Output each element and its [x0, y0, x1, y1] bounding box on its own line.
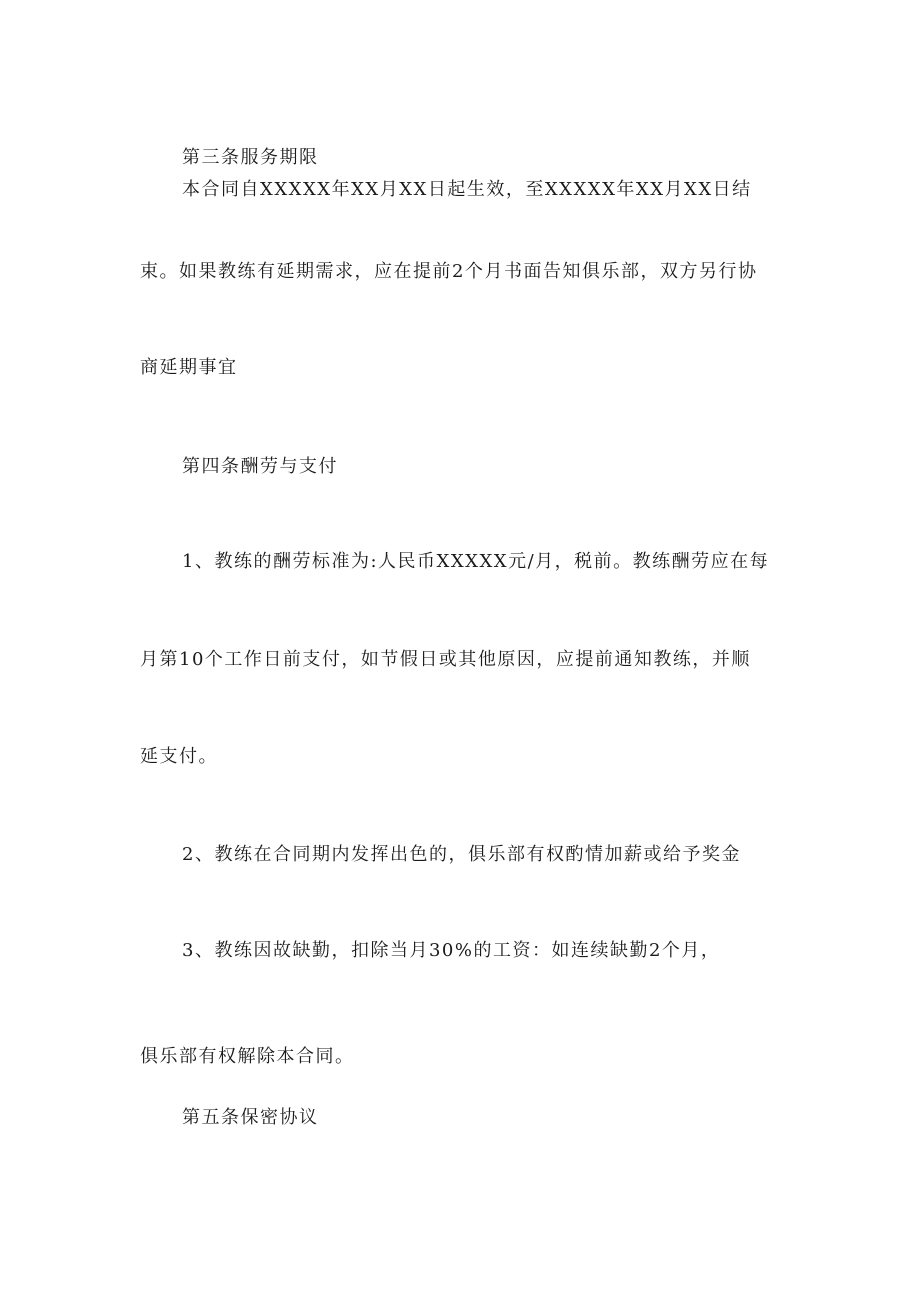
- article-3-paragraph-line-2: 束。如果教练有延期需求，应在提前2个月书面告知俱乐部，双方另行协: [140, 261, 758, 282]
- article-5-heading: 第五条保密协议: [182, 1107, 319, 1128]
- article-4-item-3-line-1: 3、教练因故缺勤，扣除当月30%的工资：如连续缺勤2个月，: [182, 940, 721, 961]
- article-4-item-2: 2、教练在合同期内发挥出色的，俱乐部有权酌情加薪或给予奖金: [182, 844, 741, 865]
- article-4-item-1-line-1: 1、教练的酬劳标准为:人民币XXXXX元/月，税前。教练酬劳应在每: [182, 551, 770, 572]
- article-4-heading: 第四条酬劳与支付: [182, 456, 338, 477]
- article-3-heading: 第三条服务期限: [182, 147, 319, 168]
- article-4-item-3-line-2: 俱乐部有权解除本合同。: [140, 1046, 355, 1067]
- article-4-item-1-line-2: 月第10个工作日前支付，如节假日或其他原因，应提前通知教练，并顺: [140, 649, 751, 670]
- article-3-paragraph-line-3: 商延期事宜: [140, 357, 238, 378]
- article-3-paragraph-line-1: 本合同自XXXXX年XX月XX日起生效，至XXXXX年XX月XX日结: [182, 179, 752, 200]
- article-4-item-1-line-3: 延支付。: [140, 746, 218, 767]
